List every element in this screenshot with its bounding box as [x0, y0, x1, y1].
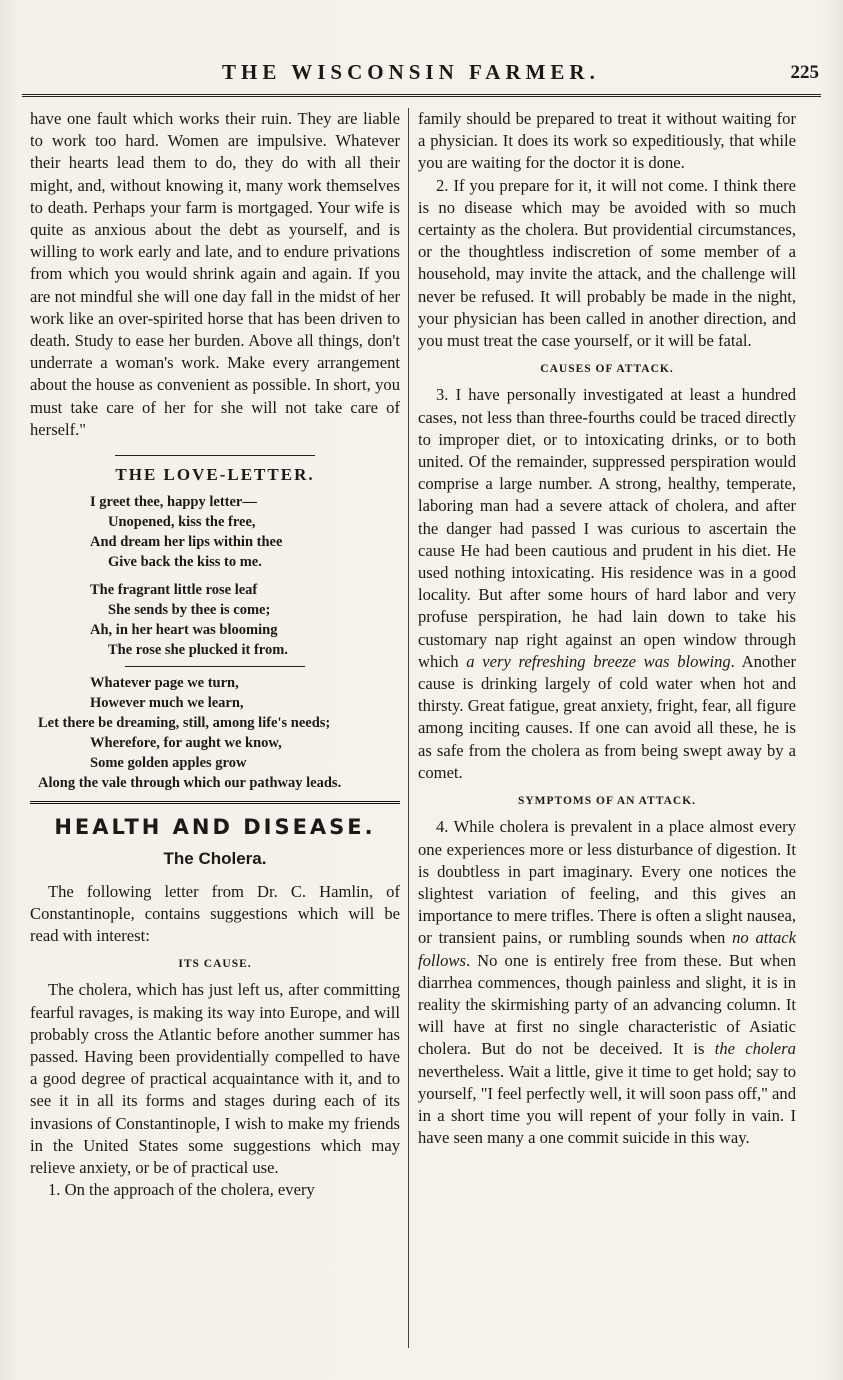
- section-title: HEALTH AND DISEASE.: [54, 815, 376, 840]
- poem-line: Along the vale through which our pathway leads.: [38, 775, 342, 792]
- poem-stanza-1: [30, 492, 400, 572]
- subhead-its-cause: ITS CAUSE.: [178, 958, 252, 971]
- poem-line: Ah, in her heart was blooming: [90, 622, 278, 639]
- intro-paragraph: have one fault which works their ruin. They are liable to work too hard. Women are impulsive. Whatever their hearts lead them to do, they do with all their might, and, without knowing it, many work themselves to death. Perhaps your farm is mortgaged. Your wife is quite as anxious about the debt as yourself, and is willing to work early and late, and to endure privations from which you would shrink again and again. If you are not mindful she will one day fall in the midst of her work like an over-spirited horse that has been driven to death. Study to ease her burden. Above all things, don't underrate a woman's work. Make every arrangement about the house as convenient as possible. In short, you must take care of her for she will not take care of herself.": [30, 109, 400, 439]
- poem-stanza-3: [30, 673, 400, 793]
- right-column: [418, 108, 796, 1358]
- subhead-causes-of-attack: CAUSES OF ATTACK.: [540, 363, 674, 376]
- cause-paragraph: The cholera, which has just left us, after committing fearful ravages, is making its way into Europe, and will probably cross the Atlantic before another summer has passed. Having been providentially compelled to have a good degree of practical acquaintance with it, and to see it in all its forms and stages during each of its invasions of Constantinople, I wish to make my friends in the United States some suggestions which may relieve anxiety, or be of practical use.: [30, 980, 400, 1178]
- point-3-text: 3. I have personally investigated at least a hundred cases, not less than three-fourths could be traced directly to improper diet, or to intoxicating drinks, or to both united. Of the remainder, suppressed perspiration would comprise a large number. A strong, healthy, temperate, laboring man had a severe attack of cholera, and after the danger had passed I was curious to ascertain the cause He had been cautious and prudent in his diet. He used nothing intoxicating. His residence was in a good locality. But after some hours of hard labor and very profuse perspiration, he had lain down to take his customary nap right against an open window through which: [418, 385, 796, 671]
- point-3-text-cont: . Another cause is drinking largely of cold water when hot and thirsty. Great fatigue, great anxiety, fright, fear, all figure among inciting causes. If one can avoid all these, he is as safe from the cholera as from being swept away by a comet.: [418, 651, 796, 782]
- poem-title: THE LOVE-LETTER.: [115, 465, 315, 485]
- point-4-text: 4. While cholera is prevalent in a place almost every one experiences more or less disturbance of digestion. It is doubtless in part imaginary. Every one notices the slightest variation of feeling, and this gives an importance to mere trifles. There is often a slight nausea, or transient pains, or rumbling sounds when: [418, 817, 796, 948]
- poem-line: The rose she plucked it from.: [108, 642, 288, 659]
- poem-line: Let there be dreaming, still, among life's needs;: [38, 715, 331, 732]
- publication-title: THE WISCONSIN FARMER.: [222, 60, 600, 84]
- point-4-italic: no attack follows: [418, 928, 796, 970]
- poem-line: And dream her lips within thee: [90, 534, 283, 551]
- poem-line: Give back the kiss to me.: [108, 554, 262, 571]
- column-divider: [408, 108, 409, 1348]
- subhead-symptoms: SYMPTOMS OF AN ATTACK.: [517, 795, 697, 808]
- poem-line: She sends by thee is come;: [108, 602, 271, 619]
- page-number: 225: [790, 62, 819, 83]
- stanza-rule: [125, 666, 305, 667]
- masthead: [22, 58, 821, 98]
- section-rule: [30, 801, 400, 804]
- poem-line: However much we learn,: [90, 695, 244, 712]
- article-intro: The following letter from Dr. C. Hamlin, of Constantinople, contains suggestions which will be read with interest:: [30, 881, 400, 946]
- poem-stanza-2: [30, 580, 400, 660]
- poem-line: The fragrant little rose leaf: [90, 582, 258, 599]
- point-4-italic-2: the cholera: [714, 1039, 796, 1059]
- poem-line: Whatever page we turn,: [90, 675, 239, 692]
- point-1-end: family should be prepared to treat it without waiting for a physician. It does its work so expeditiously, that while you are waiting for the doctor it is done.: [418, 109, 796, 173]
- point-3-italic: a very refreshing breeze was blowing: [466, 651, 731, 671]
- point-2: 2. If you prepare for it, it will not come. I think there is no disease which may be avoided with so much certainty as the cholera. But providential circumstances, or the thoughtless indiscretion of some member of a household, may invite the attack, and the challenge will never be refused. It will probably be made in the night, your physician has been called in another direction, and you must treat the case yourself, or it will be fatal.: [418, 175, 796, 351]
- left-column: [30, 108, 400, 1358]
- point-3: [418, 384, 796, 784]
- poem-top-rule: [115, 455, 315, 456]
- point-4-text-end: nevertheless. Wait a little, give it time to get hold; say to yourself, "I feel perfectly well, it will soon pass off," and in a short time you will repent of your folly in vain. I have seen many a one commit suicide in this way.: [418, 1061, 796, 1148]
- point-1-start: 1. On the approach of the cholera, every: [48, 1180, 315, 1200]
- article-title: The Cholera.: [163, 849, 267, 869]
- masthead-rule: [22, 94, 821, 97]
- point-4-text-cont: . No one is entirely free from these. But when diarrhea commences, though painless and slight, it is in reality the skirmishing party of an advancing column. It will have at first no single characteristic of Asiatic cholera. But do not be deceived. It is: [418, 950, 796, 1059]
- poem-line: I greet thee, happy letter—: [90, 494, 257, 511]
- poem-line: Unopened, kiss the free,: [108, 514, 256, 531]
- poem-line: Wherefore, for aught we know,: [90, 735, 282, 752]
- poem-line: Some golden apples grow: [90, 755, 247, 772]
- point-4: [418, 816, 796, 1149]
